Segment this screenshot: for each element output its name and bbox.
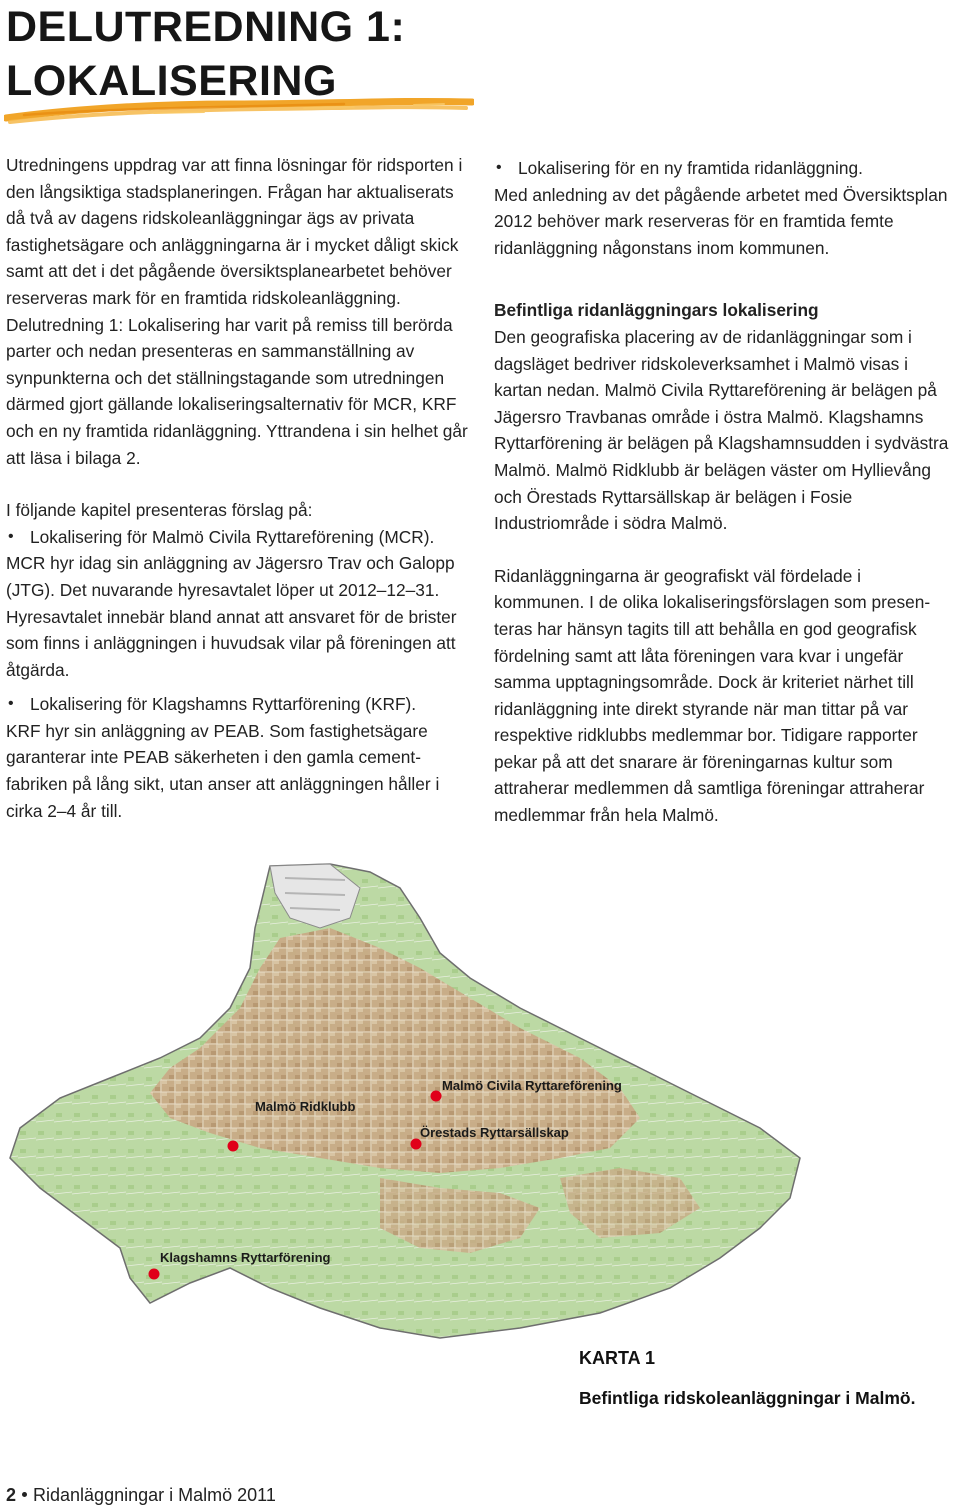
municipality-area [10,864,800,1338]
map-label-ridklubb: Malmö Ridklubb [255,1099,356,1114]
map-caption-label: KARTA 1 [579,1348,655,1368]
right-column [494,155,956,829]
left-column [6,152,470,824]
malmo-map [0,858,960,1358]
publication-name: Ridanläggningar i Malmö 2011 [33,1485,276,1505]
new-facility-paragraph: Med anledning av det pågående arbetet med Översiktsplan 2012 behöver mark reserveras för en framtida femte ridanläggning någonstans inom kommunen. [494,184,948,258]
intro-paragraph: Utredningens uppdrag var att finna lösningar för ridsporten i den långsiktiga stadsplaneringen. Frågan har aktualiserats då två av dagens ridskoleanläggningar ägs av privata fastighetsägare och anläggningarna är i mycket dåligt skick samt att det i det pågående översiktsplanearbetet behöver reserveras mark för en framtida ridskoleanläggning. Delutredning 1: Lokalisering har varit på remiss till berörda parter och nedan presenteras en sammanställning av synpunkterna och det ställningstagande som utredningen därmed gjort gällande lokaliseringsalternativ för MCR, KRF och en ny framtida ridanläggning. Yttrandena i sin helhet går att läsa i bilaga 2. [6,155,468,468]
page-title-line-2: LOKALISERING [6,57,337,105]
list-intro: I följande kapitel presenteras förslag på: [6,500,313,521]
footer-separator-dot [22,1492,27,1497]
section-heading: Befintliga ridanläggningars lokalisering [494,300,819,321]
bullet-mcr: • Lokalisering för Malmö Civila Ryttareförening (MCR). [6,524,470,551]
location-paragraph: Den geografiska placering av de ridanläggningar som i dagsläget bedriver ridskoleverksamhet i Malmö visas i kartan nedan. Malmö Civila Ryttareförening är belägen på Jägersro Travbanas område i östra Malmö. Klagshamns Ryttarförening är belägen på Klagshamnsudden i sydvästra Malmö. Malmö Ridklubb är belägen väster om Hyllievång och Örestads Ryttarsällskap är belägen i Fosie Industriområde i södra Malmö. [494,326,949,534]
page-footer [6,1481,276,1509]
page-title-line-1: DELUTREDNING 1: [6,3,406,51]
map-caption [579,1344,959,1412]
map-label-orestad: Örestads Ryttarsällskap [420,1125,569,1140]
map-label-mcr: Malmö Civila Ryttareförening [442,1078,622,1093]
map-caption-text: Befintliga ridskoleanläggningar i Malmö. [579,1388,916,1408]
krf-paragraph: KRF hyr sin anläggning av PEAB. Som fastighetsägare garanterar inte PEAB säkerheten i den gamla cement-fabriken på lång sikt, utan anser att anläggningen håller i cirka 2–4 år till. [6,720,440,821]
brush-stroke-decoration [4,96,474,130]
page-title [6,0,405,108]
bullet-new-facility: • Lokalisering för en ny framtida ridanläggning. [494,155,956,182]
page-number: 2 [6,1485,17,1505]
mcr-paragraph: MCR hyr idag sin anläggning av Jägersro Trav och Galopp (JTG). Det nuvarande hyresavtalet löper ut 2012–12–31. Hyresavtalet innebär bland annat att ansvaret för de brister som finns i anläggningen i huvudsak vilar på föreningen att åtgärda. [6,553,457,680]
bullet-krf: • Lokalisering för Klagshamns Ryttarförening (KRF). [6,691,470,718]
distribution-paragraph: Ridanläggningarna är geografiskt väl fördelade i kommunen. I de olika lokaliseringsförslagen som presenteras har hänsyn tagits till att behålla en god geografisk fördelning samt att låta föreningen vara kvar i ungefär samma upptagningsområde. Dock är kriteriet närhet till ridanläggning inte direkt styrande när man tittar på var respektive ridklubbs medlemmar bor. Tidigare rapporter pekar på att det snarare är föreningarnas kultur som attraherar medlemmen då samtliga föreningar attraherar medlemmar från hela Malmö. [494,565,931,826]
map-label-krf: Klagshamns Ryttarförening [160,1250,331,1265]
